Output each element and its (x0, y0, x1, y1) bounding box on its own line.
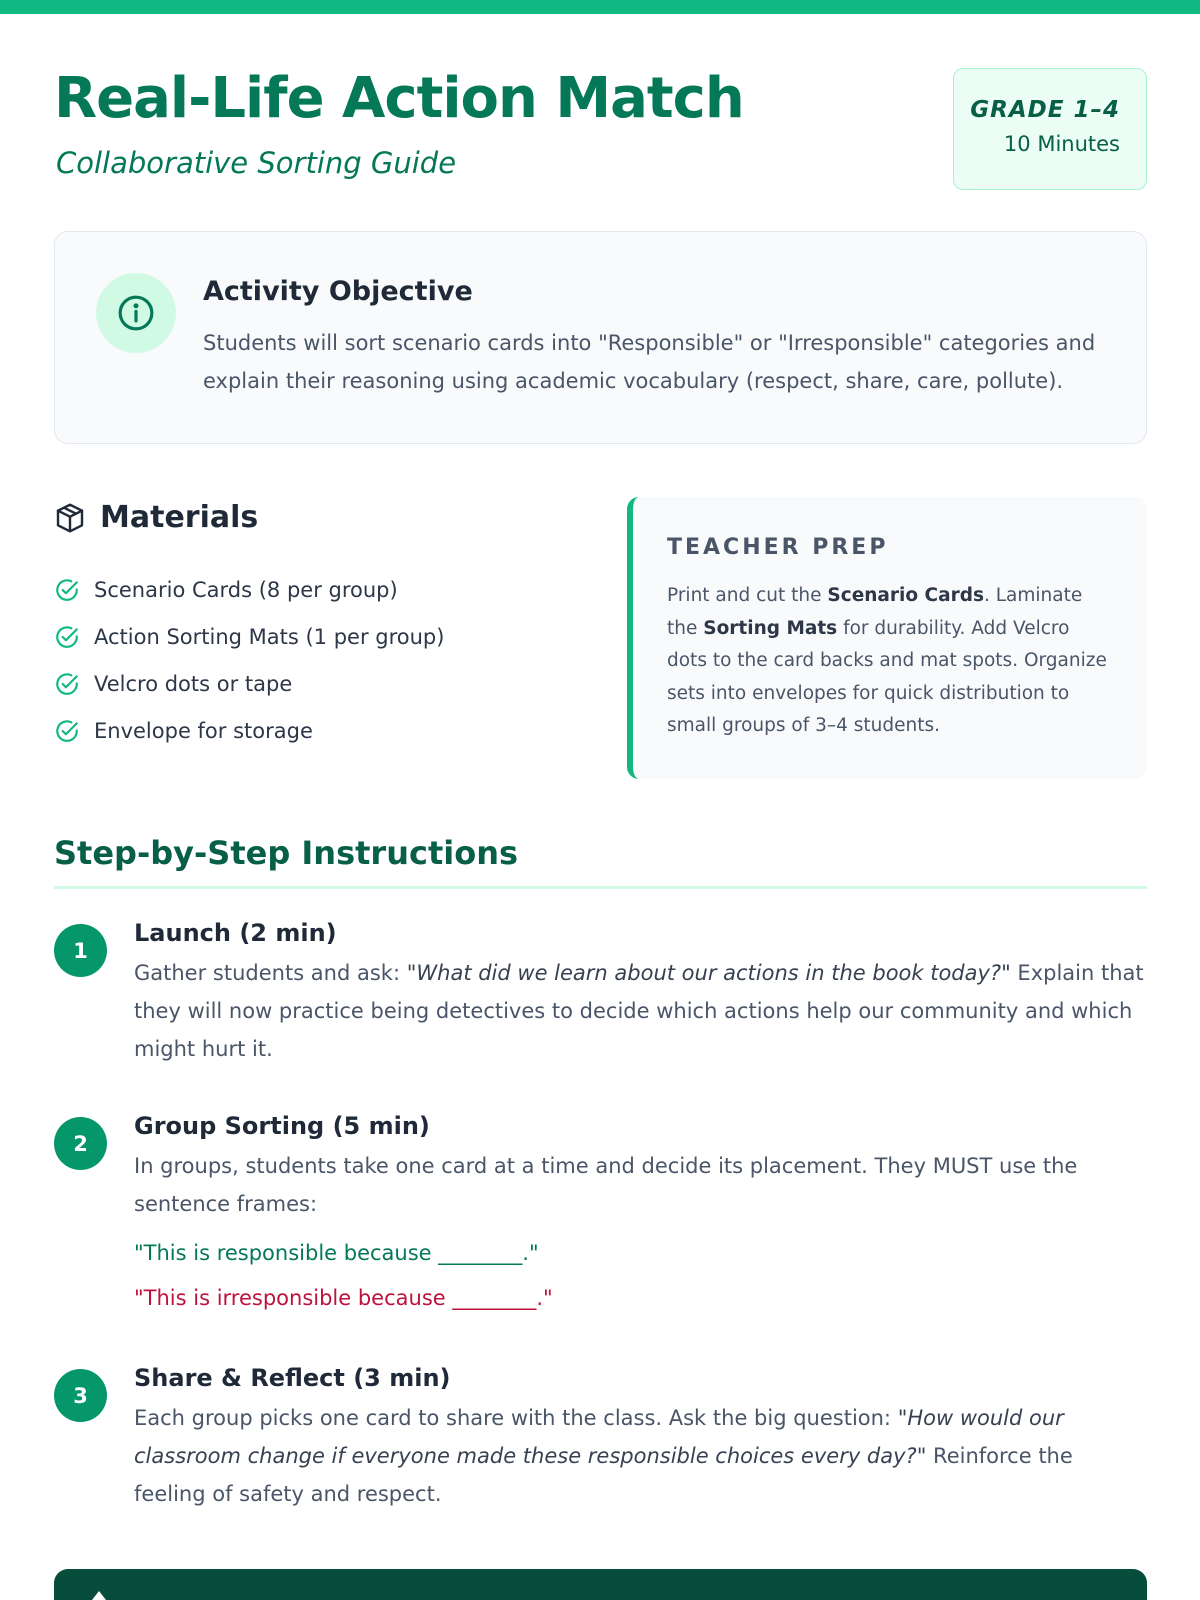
material-label: Scenario Cards (8 per group) (94, 577, 398, 602)
materials-header (54, 500, 258, 535)
list-item (54, 707, 444, 754)
top-accent-bar (0, 0, 1200, 14)
prep-bold-term: Sorting Mats (703, 617, 838, 639)
footer-callout (54, 1569, 1147, 1600)
check-circle-icon (54, 671, 80, 697)
objective-text: Students will sort scenario cards into "Responsible" or "Irresponsible" categories and explain their reasoning using academic vocabulary (respect, share, care, pollute). (203, 331, 1096, 393)
section-divider (54, 886, 1147, 889)
check-circle-icon (54, 718, 80, 744)
step-number-badge: 1 (54, 924, 107, 977)
step-title: Group Sorting (5 min) (134, 1112, 430, 1140)
material-label: Envelope for storage (94, 718, 313, 743)
step-title: Share & Reflect (3 min) (134, 1364, 451, 1392)
material-label: Action Sorting Mats (1 per group) (94, 624, 445, 649)
check-circle-icon (54, 624, 80, 650)
teacher-prep-text: Print and cut the Scenario Cards. Laminate the Sorting Mats for durability. Add Velcro dots to the card backs and mat spots. Organize sets into envelopes for quick distribution to small groups of 3–4 students. (667, 585, 1107, 736)
objective-card (54, 231, 1147, 444)
step-number-badge: 3 (54, 1369, 107, 1422)
info-icon (117, 294, 155, 332)
list-item (54, 613, 444, 660)
materials-title: Materials (100, 500, 259, 535)
package-icon (54, 502, 86, 534)
prep-bold-term: Scenario Cards (827, 585, 984, 606)
step-text: In groups, students take one card at a time and decide its placement. They MUST use the sentence frames: (134, 1154, 1078, 1216)
materials-list (54, 566, 444, 754)
list-item (54, 566, 444, 613)
grade-label: GRADE 1–4 (970, 97, 1120, 123)
grade-badge (953, 68, 1147, 190)
instructions-title: Step-by-Step Instructions (54, 834, 519, 872)
step-number-badge: 2 (54, 1117, 107, 1170)
alert-icon (92, 1591, 106, 1600)
page-subtitle: Collaborative Sorting Guide (56, 146, 457, 180)
sentence-frame-irresponsible: "This is irresponsible because ________." (134, 1286, 553, 1310)
teacher-prep-card (627, 497, 1147, 779)
step-quote: "How would our classroom change if everyone made these responsible choices every day?" (134, 1406, 1064, 1468)
check-circle-icon (54, 577, 80, 603)
step-text: Each group picks one card to share with the class. Ask the big question: "How would our classroom change if everyone made these responsible choices every day?" Reinforce the feeling of safety and respect. (134, 1406, 1073, 1506)
list-item (54, 660, 444, 707)
page-title: Real-Life Action Match (54, 66, 744, 131)
material-label: Velcro dots or tape (94, 671, 293, 696)
sentence-frame-responsible: "This is responsible because ________." (134, 1241, 539, 1265)
objective-title: Activity Objective (203, 276, 473, 307)
objective-icon-badge (96, 273, 176, 353)
step-quote: "What did we learn about our actions in the book today?" (406, 961, 1011, 985)
duration-label: 10 Minutes (1003, 132, 1120, 156)
step-title: Launch (2 min) (134, 919, 337, 947)
step-text: Gather students and ask: "What did we learn about our actions in the book today?" Explain that they will now practice being detectives to decide which actions help our community and which might hurt it. (134, 961, 1144, 1061)
teacher-prep-title: TEACHER PREP (667, 535, 889, 560)
